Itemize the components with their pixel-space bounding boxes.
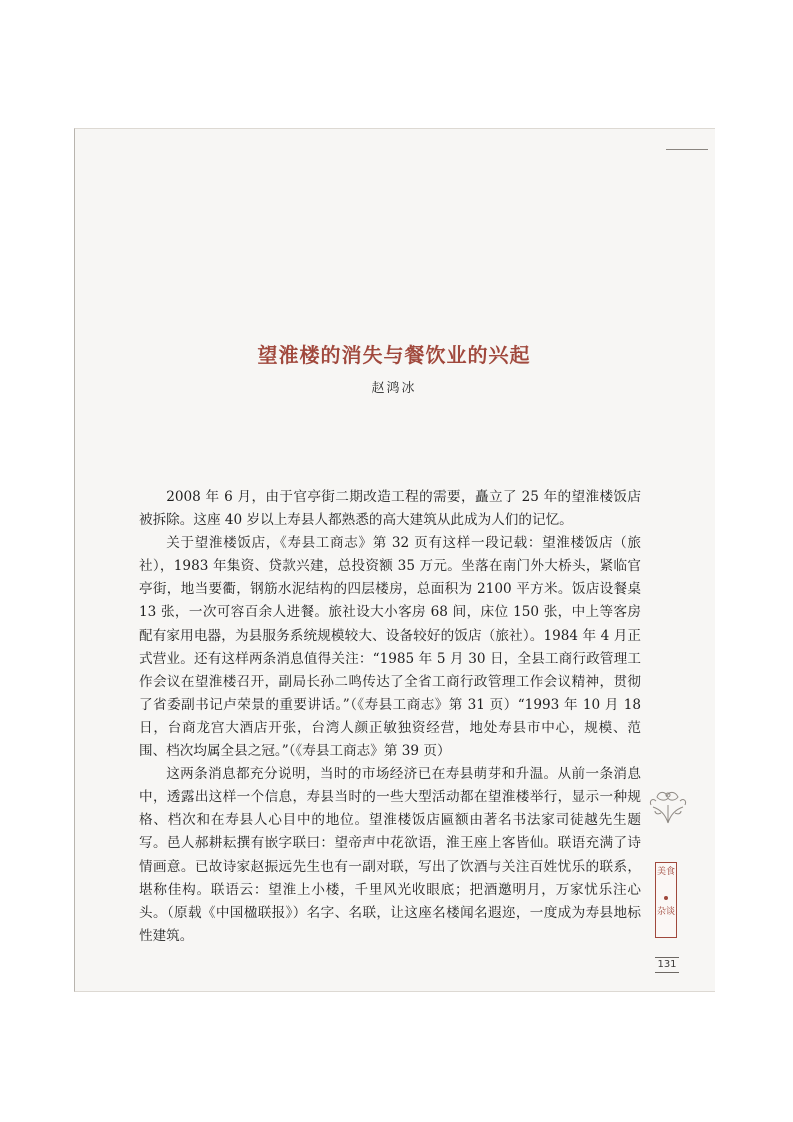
separator-dot <box>664 896 668 900</box>
page-number: 131 <box>655 957 679 973</box>
paragraph: 2008 年 6 月，由于官亭街二期改造工程的需要，矗立了 25 年的望淮楼饭店被拆除。这座 40 岁以上寿县人都熟悉的高大建筑从此成为人们的记忆。 <box>139 489 641 529</box>
section-label-bottom: 杂谈 <box>656 907 675 917</box>
floral-ornament-icon <box>645 783 691 829</box>
article-author: 赵鸿冰 <box>371 381 417 396</box>
section-tab <box>655 862 677 938</box>
article-body <box>139 486 641 948</box>
paragraph: 关于望淮楼饭店，《寿县工商志》第 32 页有这样一段记载：望淮楼饭店（旅社），1983 年集资、贷款兴建，总投资额 35 万元。坐落在南门外大桥头，紧临官亭街，地当要衢，钢筋水泥结构的四层楼房，总面积为 2100 平方米。饭店设餐桌 13 张，一次可容百余人进餐。旅社设大小客房 68 间，床位 150 张，中上等客房配有家用电器，为县服务系统规模较大、设备较好的饭店（旅社）。1984 年 4 月正式营业。还有这样两条消息值得关注：“1985 年 5 月 30 日，全县工商行政管理工作会议在望淮楼召开，副局长孙二鸣传达了全省工商行政管理工作会议精神，贯彻了省委副书记卢荣景的重要讲话。”（《寿县工商志》第 31 页）“1993 年 10 月 18 日，台商龙宫大酒店开张，台湾人颜正敏独资经营，地处寿县市中心，规模、范围、档次均属全县之冠。”（《寿县工商志》第 39 页） <box>139 535 641 760</box>
section-label-top: 美食 <box>656 867 675 877</box>
paragraph: 这两条消息都充分说明，当时的市场经济已在寿县萌芽和升温。从前一条消息中，透露出这样一个信息，寿县当时的一些大型活动都在望淮楼举行，显示一种规格、档次和在寿县人心目中的地位。望淮楼饭店匾额由著名书法家司徒越先生题写。邑人郝耕耘撰有嵌字联曰：望帝声中花欲语，淮王座上客皆仙。联语充满了诗情画意。已故诗家赵振远先生也有一副对联，写出了饮酒与关注百姓忧乐的联系，堪称佳构。联语云：望淮上小楼，千里风光收眼底；把酒邀明月，万家忧乐注心头。（原载《中国楹联报》）名字、名联，让这座名楼闻名遐迩，一度成为寿县地标性建筑。 <box>139 766 641 944</box>
header-rule <box>666 149 708 150</box>
article-title: 望淮楼的消失与餐饮业的兴起 <box>257 343 531 367</box>
